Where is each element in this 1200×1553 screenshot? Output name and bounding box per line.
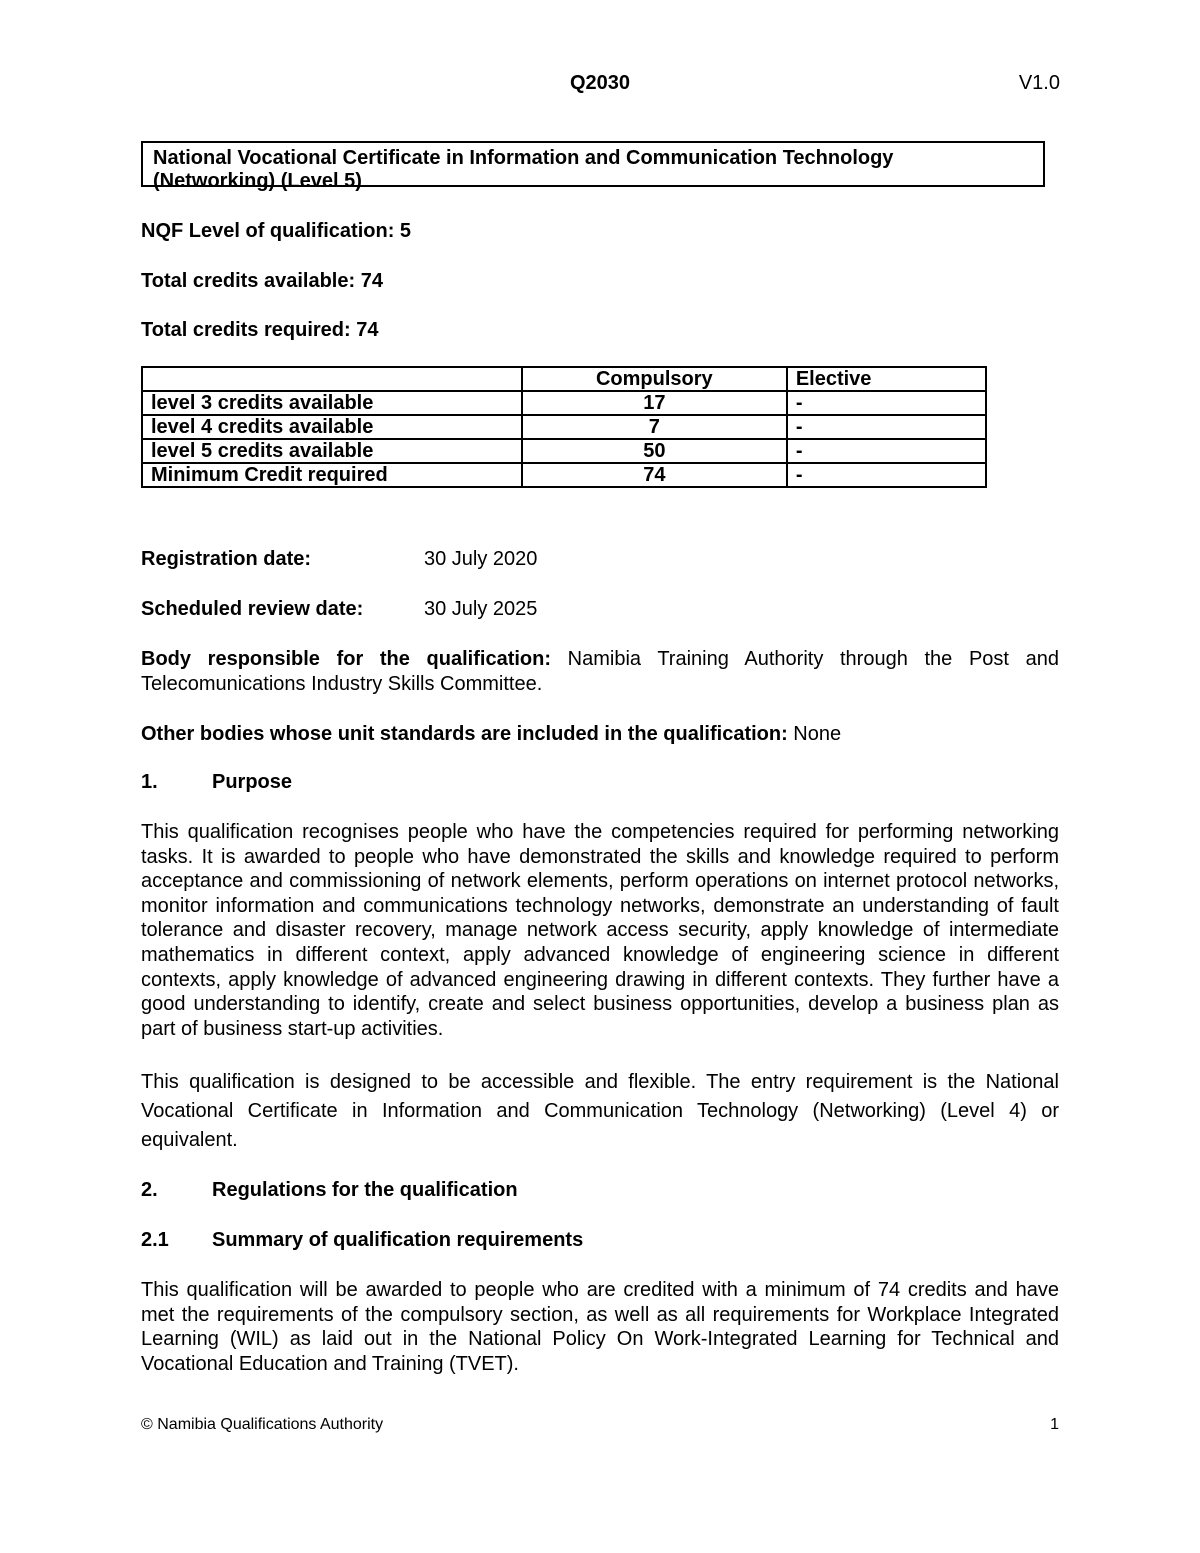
- requirements-paragraph: This qualification will be awarded to people who are credited with a minimum of 74 credits and have met the requirements of the compulsory section, as well as all requirements for Workplace Integrated Learning (WIL) as laid out in the National Policy On Work-Integrated Learning for Technical and Vocational Education and Training (TVET).: [141, 1279, 1059, 1375]
- section-number: 2.: [141, 1179, 158, 1201]
- body-responsible-paragraph: [141, 647, 1059, 696]
- document-code: Q2030: [569, 72, 631, 94]
- table-header-cell: Elective: [787, 367, 986, 391]
- total-credits-required: Total credits required: 74: [141, 319, 379, 341]
- table-cell: level 5 credits available: [142, 439, 522, 463]
- table-cell: 74: [522, 463, 787, 487]
- body-responsible-text: Namibia Training Authority through the Post and Telecomunications Industry Skills Committee.: [141, 648, 1059, 695]
- table-row: [142, 463, 986, 487]
- review-date-row: [141, 598, 537, 621]
- body-responsible-label: Body responsible for the qualification:: [141, 648, 552, 670]
- table-cell: 7: [522, 415, 787, 439]
- other-bodies-label: Other bodies whose unit standards are included in the qualification:: [141, 723, 788, 745]
- credits-table: [141, 366, 987, 488]
- qualification-title-line2: (Networking) (Level 5): [153, 170, 362, 192]
- total-credits-available: Total credits available: 74: [141, 270, 383, 292]
- table-cell: -: [787, 463, 986, 487]
- section-number: 2.1: [141, 1229, 169, 1251]
- table-header-row: [142, 367, 986, 391]
- table-header-cell: Compulsory: [522, 367, 787, 391]
- table-cell: -: [787, 391, 986, 415]
- section-2-1-heading: [141, 1229, 583, 1252]
- table-cell: 17: [522, 391, 787, 415]
- section-1-heading: [141, 771, 292, 794]
- document-version: V1.0: [1018, 72, 1060, 94]
- table-cell: 50: [522, 439, 787, 463]
- section-2-heading: [141, 1179, 518, 1202]
- footer-page-number: 1: [1050, 1416, 1059, 1433]
- section-number: 1.: [141, 771, 158, 793]
- table-row: [142, 391, 986, 415]
- qualification-title-box: [141, 141, 1045, 192]
- table-header-cell: [142, 367, 522, 391]
- purpose-paragraph-1: This qualification recognises people who have the competencies required for performing networking tasks. It is awarded to people who have demonstrated the skills and knowledge required to perform acceptance and commissioning of network elements, perform operations on internet protocol networks, monitor information and communications technology networks, demonstrate an understanding of fault tolerance and disaster recovery, manage network access security, apply knowledge of intermediate mathematics in different context, apply advanced knowledge of engineering science in different contexts, apply knowledge of advanced engineering drawing in different contexts. They further have a good understanding to identify, create and select business opportunities, develop a business plan as part of business start-up activities.: [141, 821, 1059, 1040]
- section-title: Purpose: [212, 771, 293, 793]
- other-bodies-text: None: [787, 723, 842, 745]
- other-bodies-paragraph: [141, 722, 1059, 747]
- table-row: [142, 439, 986, 463]
- table-cell: Minimum Credit required: [142, 463, 522, 487]
- table-cell: level 3 credits available: [142, 391, 522, 415]
- nqf-level: NQF Level of qualification: 5: [141, 220, 412, 242]
- registration-date-row: [141, 548, 537, 571]
- purpose-paragraph-2: This qualification is designed to be accessible and flexible. The entry requirement is the National Vocational Certificate in Information and Communication Technology (Networking) (Level 4) or equivalent.: [141, 1071, 1059, 1151]
- table-cell: -: [787, 439, 986, 463]
- registration-date-label: Registration date:: [141, 548, 312, 570]
- section-title: Summary of qualification requirements: [212, 1229, 584, 1251]
- table-cell: level 4 credits available: [142, 415, 522, 439]
- section-title: Regulations for the qualification: [212, 1179, 518, 1201]
- review-date-value: 30 July 2025: [424, 598, 538, 620]
- review-date-label: Scheduled review date:: [141, 598, 364, 620]
- registration-date-value: 30 July 2020: [424, 548, 538, 570]
- table-cell: -: [787, 415, 986, 439]
- footer-copyright: © Namibia Qualifications Authority: [141, 1416, 384, 1433]
- table-row: [142, 415, 986, 439]
- qualification-title-line1: National Vocational Certificate in Information and Communication Technology: [153, 147, 894, 169]
